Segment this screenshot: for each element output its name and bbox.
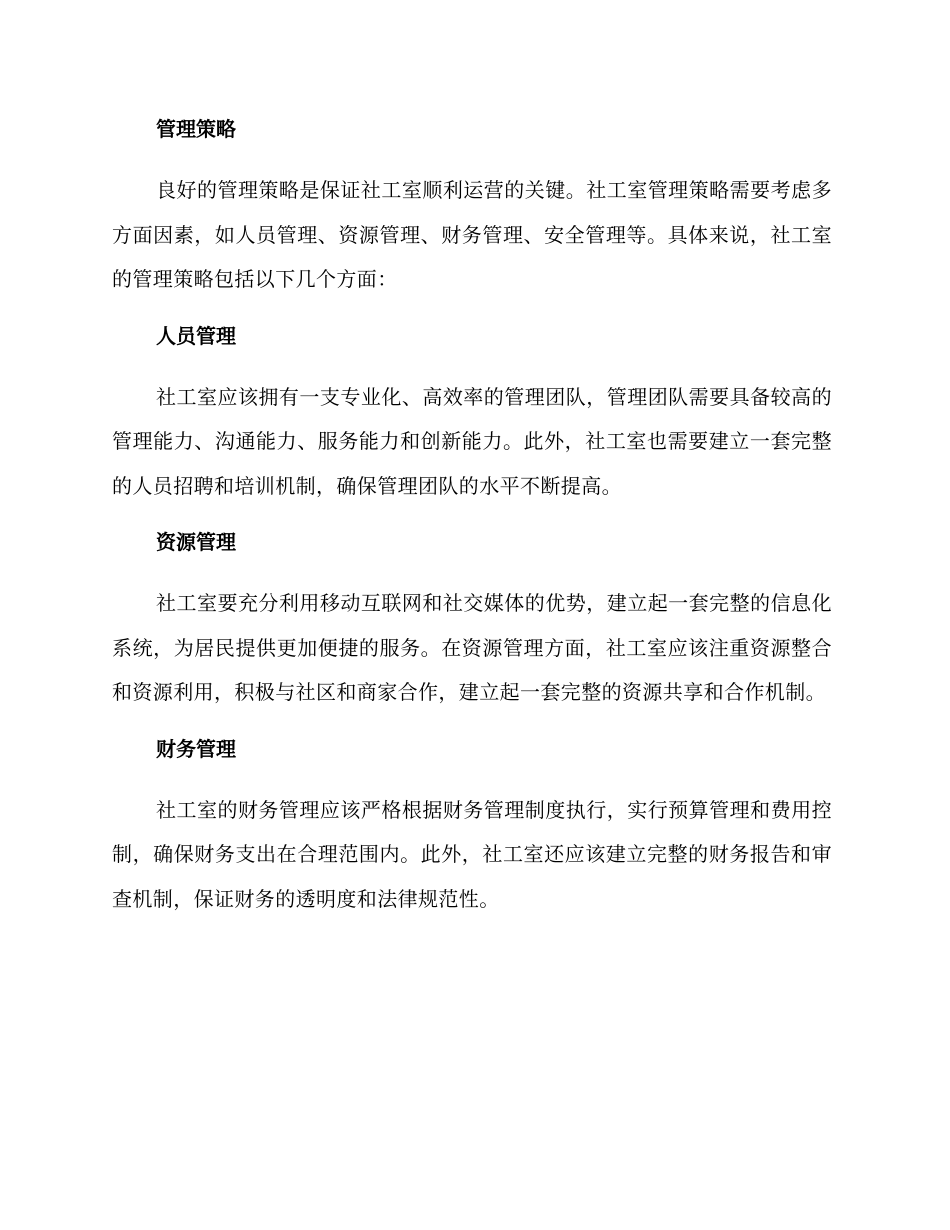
section-heading-personnel: 人员管理 (156, 323, 236, 348)
section-paragraph-management-strategy: 良好的管理策略是保证社工室顺利运营的关键。社工室管理策略需要考虑多方面因素，如人员管理、资源管理、财务管理、安全管理等。具体来说，社工室的管理策略包括以下几个方面： (112, 178, 832, 291)
section-heading-finance: 财务管理 (156, 736, 236, 761)
section-paragraph-personnel: 社工室应该拥有一支专业化、高效率的管理团队，管理团队需要具备较高的管理能力、沟通能力、服务能力和创新能力。此外，社工室也需要建立一套完整的人员招聘和培训机制，确保管理团队的水平不断提高。 (112, 384, 832, 498)
section-heading-resources: 资源管理 (156, 530, 236, 554)
document-body (112, 112, 832, 921)
section-paragraph-finance: 社工室的财务管理应该严格根据财务管理制度执行，实行预算管理和费用控制，确保财务支出在合理范围内。此外，社工室还应该建立完整的财务报告和审查机制，保证财务的透明度和法律规范性。 (112, 797, 832, 911)
section-paragraph-resources: 社工室要充分利用移动互联网和社交媒体的优势，建立起一套完整的信息化系统，为居民提供更加便捷的服务。在资源管理方面，社工室应该注重资源整合和资源利用，积极与社区和商家合作，建立起一套完整的资源共享和合作机制。 (112, 591, 832, 704)
section-heading-management-strategy: 管理策略 (156, 117, 236, 141)
